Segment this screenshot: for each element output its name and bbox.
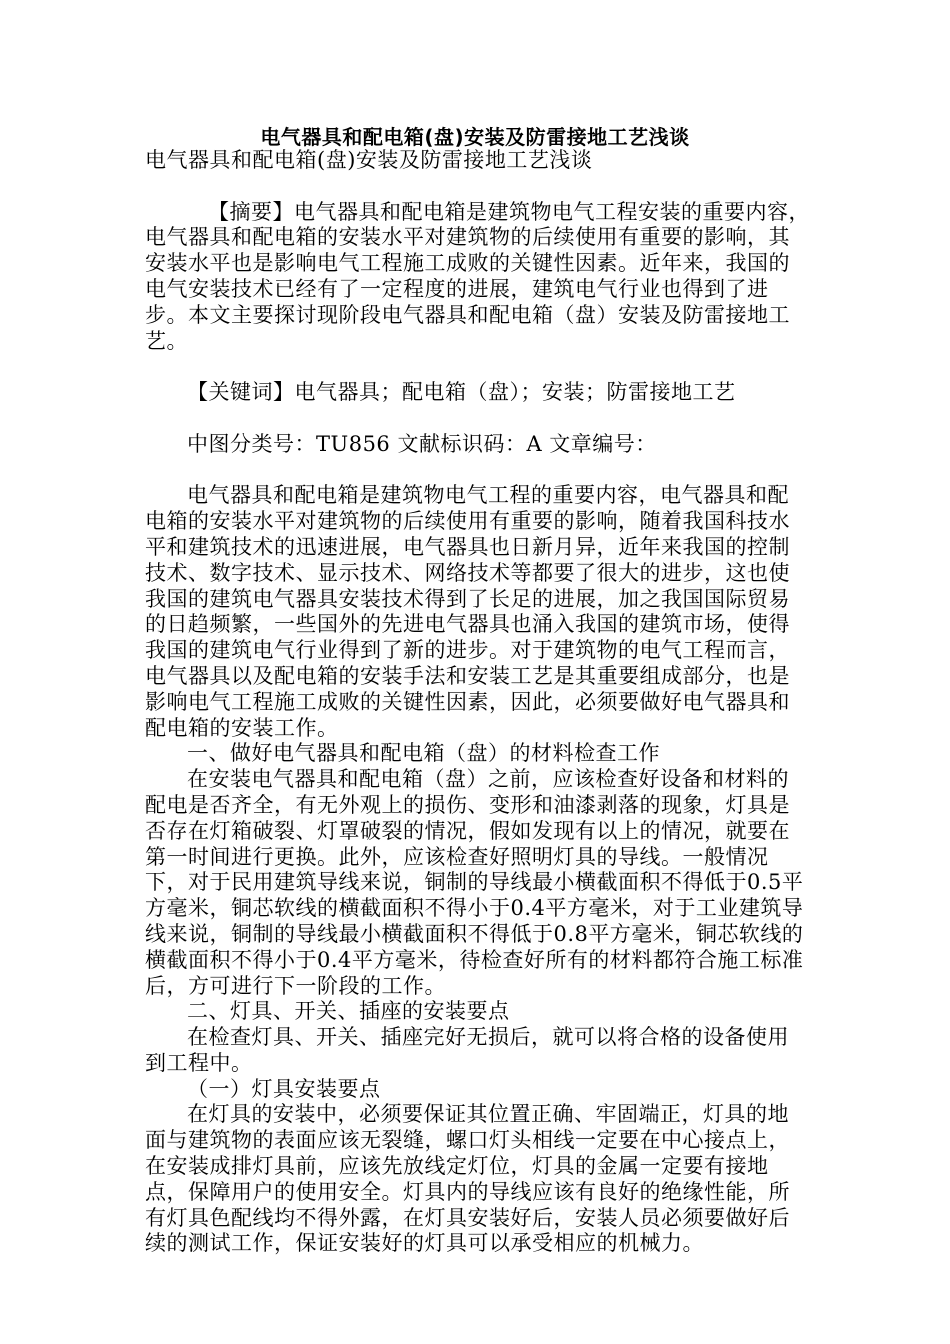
keywords-paragraph: 【关键词】电气器具；配电箱（盘）；安装；防雷接地工艺	[187, 380, 736, 405]
spacer	[145, 406, 810, 432]
intro-paragraph: 电气器具和配电箱是建筑物电气工程的重要内容，电气器具和配电箱的安装水平对建筑物的后续使用有重要的影响，随着我国科技水平和建筑技术的迅速进展，电气器具也日新月异，近年来我国的控制技术、数字技术、显示技术、网络技术等都要了很大的进步，这也使我国的建筑电气器具安装技术得到了长足的进展，加之我国国际贸易的日趋频繁，一些国外的先进电气器具也涌入我国的建筑市场，使得我国的建筑电气行业得到了新的进步。对于建筑物的电气工程而言，电气器具以及配电箱的安装手法和安装工艺是其重要组成部分，也是影响电气工程施工成败的关键性因素，因此，必须要做好电气器具和配电箱的安装工作。	[145, 483, 790, 740]
spacer	[145, 354, 810, 380]
section-heading: 一、做好电气器具和配电箱（盘）的材料检查工作	[187, 741, 660, 766]
spacer	[145, 458, 810, 484]
section-paragraph: 在检查灯具、开关、插座完好无损后，就可以将合格的设备使用到工程中。	[145, 1025, 789, 1075]
abstract-paragraph: 【摘要】电气器具和配电箱是建筑物电气工程安装的重要内容，电气器具和配电箱的安装水平对建筑物的后续使用有重要的影响，其安装水平也是影响电气工程施工成败的关键性因素。近年来，我国的电气安装技术已经有了一定程度的进展，建筑电气行业也得到了进步。本文主要探讨现阶段电气器具和配电箱（盘）安装及防雷接地工艺。	[145, 199, 810, 353]
document-subtitle: 电气器具和配电箱(盘)安装及防雷接地工艺浅谈	[145, 148, 593, 172]
document-title: 电气器具和配电箱(盘)安装及防雷接地工艺浅谈	[260, 125, 690, 149]
classification-paragraph: 中图分类号：TU856 文献标识码：A 文章编号：	[187, 431, 657, 456]
section-paragraph: 在安装电气器具和配电箱（盘）之前，应该检查好设备和材料的配电是否齐全，有无外观上的损伤、变形和油漆剥落的现象，灯具是否存在灯箱破裂、灯罩破裂的情况，假如发现有以上的情况，就要在第一时间进行更换。此外，应该检查好照明灯具的导线。一般情况下，对于民用建筑导线来说，铜制的导线最小横截面积不得低于0.5平方毫米，铜芯软线的横截面积不得小于0.4平方毫米，对于工业建筑导线来说，铜制的导线最小横截面积不得低于0.8平方毫米，铜芯软线的横截面积不得小于0.4平方毫米，待检查好所有的材料都符合施工标准后，方可进行下一阶段的工作。	[145, 767, 804, 998]
section-heading: 二、灯具、开关、插座的安装要点	[187, 999, 510, 1024]
subsection-paragraph: 在灯具的安装中，必须要保证其位置正确、牢固端正，灯具的地面与建筑物的表面应该无裂缝，螺口灯头相线一定要在中心接点上，在安装成排灯具前，应该先放线定灯位，灯具的金属一定要有接地点，保障用户的使用安全。灯具内的导线应该有良好的绝缘性能，所有灯具色配线均不得外露，在灯具安装好后，安装人员必须要做好后续的测试工作，保证安装好的灯具可以承受相应的机械力。	[145, 1102, 790, 1256]
spacer	[145, 174, 810, 200]
subsection-heading: （一）灯具安装要点	[187, 1076, 381, 1101]
document-body	[145, 148, 810, 1257]
